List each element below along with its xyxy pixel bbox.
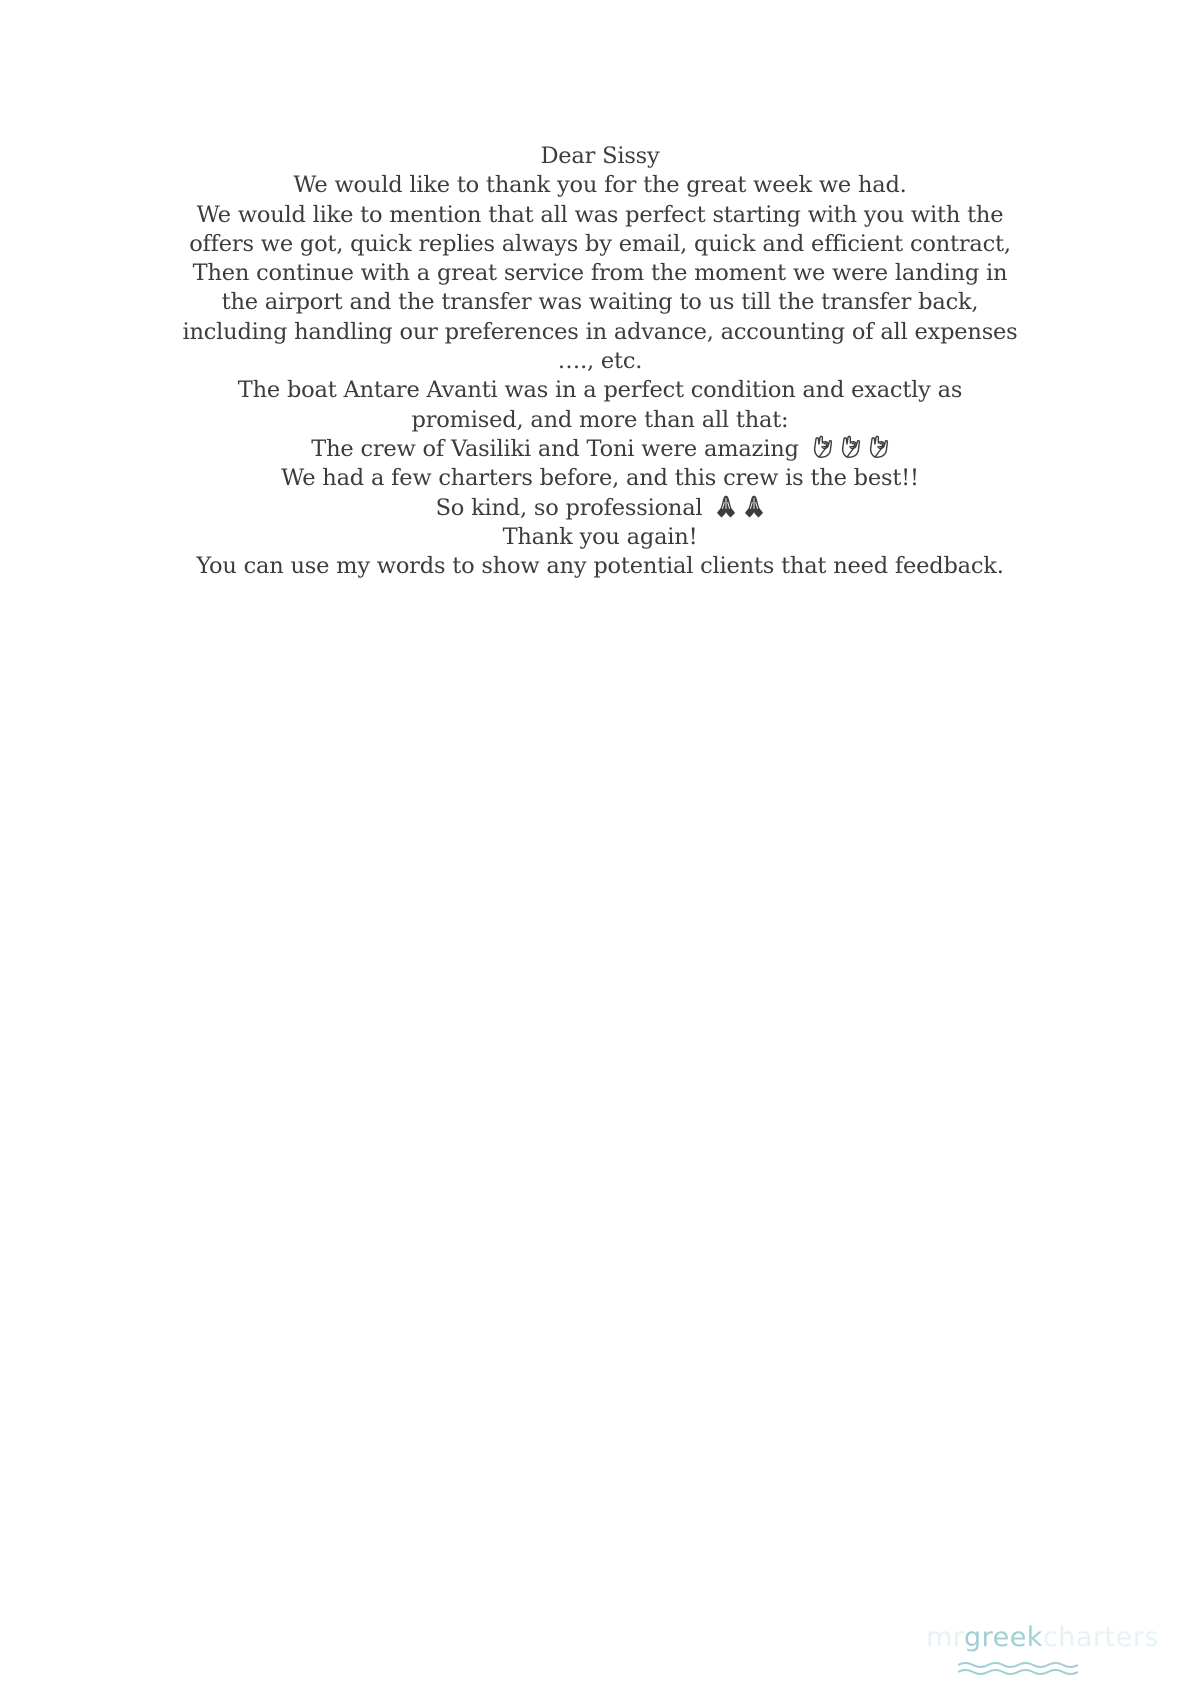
paragraph-boat-crew xyxy=(0,376,1200,522)
letter-body xyxy=(0,142,1200,581)
ok-hand-icons xyxy=(805,435,889,464)
brand-prefix: mr xyxy=(926,1622,964,1653)
brand-name: greek xyxy=(963,1622,1043,1653)
paragraph-line: You can use my words to show any potential clients that need feedback. xyxy=(196,553,1004,580)
paragraph-line: The boat Antare Avanti was in a perfect condition and exactly as xyxy=(237,377,963,404)
praying-hands-icon xyxy=(716,494,736,518)
crew-line xyxy=(0,435,1200,464)
brand-watermark-logo xyxy=(926,1622,1166,1682)
brand-wordmark xyxy=(926,1622,1159,1653)
ok-hand-icon xyxy=(813,435,833,459)
praying-hands-icon xyxy=(744,494,764,518)
paragraph-line: the airport and the transfer was waiting to us till the transfer back, xyxy=(221,289,979,316)
paragraph-closing xyxy=(0,523,1200,582)
paragraph-line: offers we got, quick replies always by email, quick and efficient contract, xyxy=(189,230,1011,257)
wave-icon xyxy=(958,1661,1078,1677)
paragraph-thanks xyxy=(0,171,1200,376)
paragraph-line: We would like to thank you for the great week we had. xyxy=(293,172,907,199)
professional-line-text: So kind, so professional xyxy=(435,494,703,521)
ok-hand-icon xyxy=(841,435,861,459)
crew-line-text: The crew of Vasiliki and Toni were amazing xyxy=(311,435,799,462)
paragraph-line: We had a few charters before, and this crew is the best!! xyxy=(281,465,919,492)
paragraph-line: Thank you again! xyxy=(502,523,698,550)
salutation: Dear Sissy xyxy=(540,143,660,169)
paragraph-line: Then continue with a great service from the moment we were landing in xyxy=(192,260,1008,287)
professional-line xyxy=(0,494,1200,523)
paragraph-line: …., etc. xyxy=(557,348,643,375)
ok-hand-icon xyxy=(869,435,889,459)
brand-suffix: charters xyxy=(1042,1622,1159,1653)
paragraph-line: We would like to mention that all was perfect starting with you with the xyxy=(196,201,1004,228)
paragraph-line: including handling our preferences in advance, accounting of all expenses xyxy=(182,318,1018,345)
paragraph-line: promised, and more than all that: xyxy=(411,406,789,433)
praying-hands-icons xyxy=(708,494,764,523)
